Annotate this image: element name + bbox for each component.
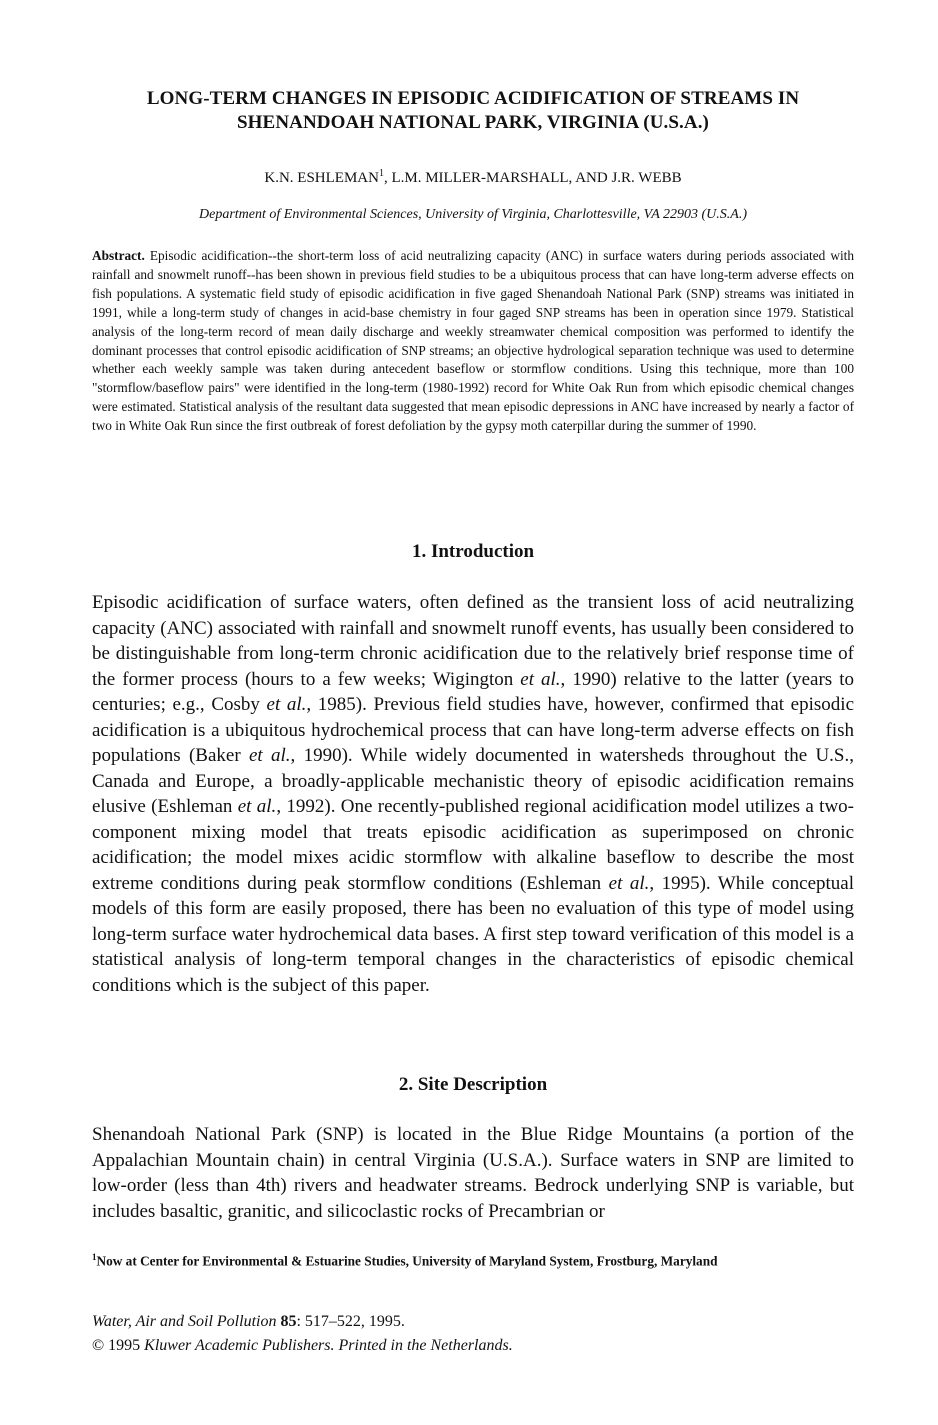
author-first: K.N. ESHLEMAN bbox=[264, 170, 379, 186]
intro-text-part: , 1995). While conceptual models of this form are easily proposed, there has been no evaluation of this type of model using long-term surface water hydrochemical data bases. A first step toward verification of this model is a statistical analysis of long-term temporal changes in the characteristics of episodic chemical conditions which is the subject of this paper. bbox=[92, 872, 854, 996]
publisher: Kluwer Academic Publishers. Printed in the Netherlands. bbox=[144, 1337, 513, 1354]
intro-text-part: , 1992). One recently-published regional acidification model utilizes a two-component mixing model that treats episodic acidification as superimposed on chronic acidification; the model mixes acidic stormflow with alkaline baseflow to describe the most extreme conditions during peak stormflow conditions (Eshleman bbox=[92, 796, 854, 894]
author-rest: , L.M. MILLER-MARSHALL, AND J.R. WEBB bbox=[383, 170, 682, 186]
affiliation: Department of Environmental Sciences, University of Virginia, Charlottesville, VA 22903 (U.S.A.) bbox=[199, 207, 747, 222]
journal-name: Water, Air and Soil Pollution bbox=[92, 1313, 277, 1330]
intro-citation-etal: et al. bbox=[520, 668, 561, 690]
author-footnote-mark: 1 bbox=[378, 168, 384, 179]
section-heading-introduction: 1. Introduction bbox=[411, 541, 535, 562]
journal-citation bbox=[92, 1310, 854, 1334]
journal-volume: 85 bbox=[280, 1313, 297, 1330]
footnote-mark: 1 bbox=[92, 1252, 97, 1262]
author-list bbox=[92, 164, 854, 188]
intro-text-part: , 1990). While widely documented in watersheds throughout the U.S., Canada and Europe, a broadly-applicable mechanistic theory of episodic acidification remains elusive (Eshleman bbox=[92, 745, 855, 817]
intro-citation-etal: et al. bbox=[237, 796, 277, 817]
paper-title bbox=[92, 87, 854, 135]
site-description-paragraph: Shenandoah National Park (SNP) is located in the Blue Ridge Mountains (a portion of the Appalachian Mountain chain) in central Virginia (U.S.A.). Surface waters in SNP are limited to low-order (less than 4th) rivers and headwater streams. Bedrock underlying SNP is variable, but includes basaltic, granitic, and silicoclastic rocks of Precambrian or bbox=[92, 1124, 854, 1222]
section-heading-site-description: 2. Site Description bbox=[398, 1074, 548, 1095]
introduction-paragraph bbox=[92, 590, 854, 998]
copyright-symbol-year: © 1995 bbox=[92, 1337, 145, 1354]
intro-text-part: , 1990) relative to the latter (years to centuries; e.g., Cosby bbox=[92, 668, 854, 715]
abstract-label: Abstract. bbox=[92, 248, 145, 263]
abstract bbox=[92, 247, 854, 436]
footnote bbox=[92, 1248, 854, 1270]
journal-info bbox=[92, 1310, 854, 1358]
intro-citation-etal: et al. bbox=[266, 694, 307, 715]
footnote-text: Now at Center for Environmental & Estuarine Studies, University of Maryland System, Frostburg, Maryland bbox=[96, 1253, 718, 1269]
intro-text-part: , 1985). Previous field studies have, however, confirmed that episodic acidification is a ubiquitous hydrochemical process that can have long-term adverse effects on fish populations (Baker bbox=[92, 694, 854, 766]
paper-title-line-1: LONG-TERM CHANGES IN EPISODIC ACIDIFICATION OF STREAMS IN bbox=[146, 88, 800, 109]
paper-title-line-2: SHENANDOAH NATIONAL PARK, VIRGINIA (U.S.A.) bbox=[237, 112, 709, 133]
intro-citation-etal: et al. bbox=[248, 745, 291, 766]
intro-text-part: Episodic acidification of surface waters, often defined as the transient loss of acid neutralizing capacity (ANC) associated with rainfall and snowmelt runoff events, has usually been considered to be distinguishable from long-term chronic acidification due to the relatively brief response time of the former process (hours to a few weeks; Wigington bbox=[92, 592, 854, 690]
intro-citation-etal: et al. bbox=[608, 872, 650, 894]
abstract-text: Episodic acidification--the short-term loss of acid neutralizing capacity (ANC) in surface waters during periods associated with rainfall and snowmelt runoff--has been shown in previous field studies to be a ubiquitous process that can have long-term adverse effects on fish populations. A systematic field study of episodic acidification in five gaged Shenandoah National Park (SNP) streams was initiated in 1991, while a long-term study of changes in acid-base chemistry in four gaged SNP streams has been in operation since 1979. Statistical analysis of the long-term record of mean daily discharge and weekly streamwater chemical composition was performed to identify the dominant processes that control episodic acidification of SNP streams; an objective hydrological separation technique was used to determine whether each weekly sample was taken during antecedent baseflow or stormflow conditions. Using this technique, more than 100 "stormflow/baseflow pairs" were identified in the long-term (1980-1992) record for White Oak Run from which episodic chemical changes were estimated. Statistical analysis of the resultant data suggested that mean episodic depressions in ANC have increased by nearly a factor of two in White Oak Run since the first outbreak of forest defoliation by the gypsy moth caterpillar during the summer of 1990. bbox=[92, 248, 854, 434]
journal-pages: : 517–522, 1995. bbox=[296, 1313, 405, 1330]
journal-copyright bbox=[92, 1334, 854, 1358]
